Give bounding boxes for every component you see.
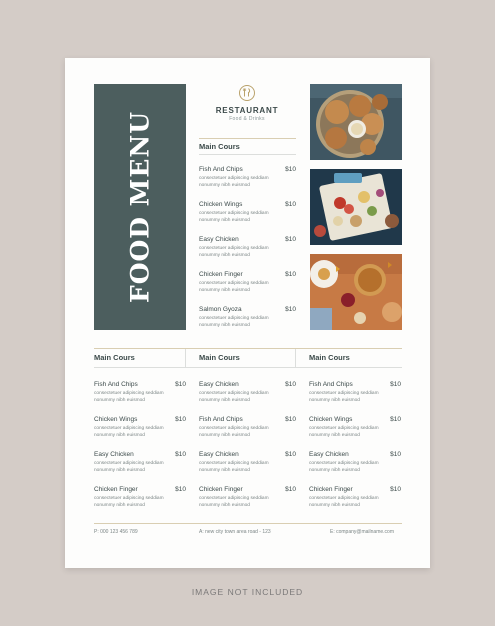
item-description: consectetuer adipiscing seddiam nonummy nibh euismod [309, 426, 379, 438]
menu-item [94, 486, 186, 510]
item-name: Fish And Chips [199, 416, 243, 423]
item-name: Fish And Chips [199, 166, 243, 173]
item-price: $10 [285, 486, 296, 493]
item-price: $10 [285, 381, 296, 388]
menu-item [199, 416, 296, 440]
footer-divider [94, 523, 402, 524]
item-name: Chicken Finger [94, 486, 138, 493]
item-name: Chicken Finger [309, 486, 353, 493]
item-price: $10 [285, 201, 296, 208]
column-divider [185, 349, 186, 367]
brand-name: RESTAURANT [215, 106, 279, 115]
item-name: Fish And Chips [94, 381, 138, 388]
divider [199, 138, 296, 139]
divider [94, 348, 402, 349]
menu-item [309, 486, 401, 510]
menu-item [94, 381, 186, 405]
item-price: $10 [175, 381, 186, 388]
item-description: consectetuer adipiscing seddiam nonummy nibh euismod [309, 496, 379, 508]
side-title-band [94, 84, 186, 330]
item-name: Chicken Wings [199, 201, 243, 208]
item-price: $10 [390, 381, 401, 388]
item-price: $10 [285, 451, 296, 458]
menu-item [199, 236, 296, 260]
section-title: Main Cours [94, 353, 135, 362]
footer-address: A: new city town area road - 123 [199, 529, 271, 535]
item-price: $10 [285, 271, 296, 278]
item-description: consectetuer adipiscing seddiam nonummy nibh euismod [199, 461, 269, 473]
food-photo-pie [310, 254, 402, 330]
item-name: Chicken Wings [94, 416, 138, 423]
item-price: $10 [390, 451, 401, 458]
image-not-included-caption: IMAGE NOT INCLUDED [191, 587, 304, 597]
item-price: $10 [390, 416, 401, 423]
item-price: $10 [175, 416, 186, 423]
item-price: $10 [175, 451, 186, 458]
item-description: consectetuer adipiscing seddiam nonummy nibh euismod [199, 391, 269, 403]
section-title: Main Cours [199, 142, 240, 151]
section-title: Main Cours [309, 353, 350, 362]
item-price: $10 [390, 486, 401, 493]
food-photo-cookies [310, 84, 402, 160]
item-description: consectetuer adipiscing seddiam nonummy nibh euismod [94, 496, 164, 508]
food-photo-platter [310, 169, 402, 245]
item-name: Easy Chicken [94, 451, 134, 458]
menu-item [199, 451, 296, 475]
menu-item [199, 271, 296, 295]
item-price: $10 [285, 166, 296, 173]
item-description: consectetuer adipiscing seddiam nonummy nibh euismod [309, 461, 379, 473]
menu-item [199, 486, 296, 510]
menu-sheet [65, 58, 430, 568]
menu-item [199, 381, 296, 405]
item-name: Salmon Gyoza [199, 306, 242, 313]
section-title: Main Cours [199, 353, 240, 362]
item-name: Easy Chicken [199, 451, 239, 458]
fork-knife-logo-icon [239, 85, 255, 101]
item-description: consectetuer adipiscing seddiam nonummy nibh euismod [199, 211, 269, 223]
item-description: consectetuer adipiscing seddiam nonummy nibh euismod [199, 496, 269, 508]
footer-email: E: company@mailname.com [330, 529, 394, 535]
menu-item [309, 381, 401, 405]
item-name: Fish And Chips [309, 381, 353, 388]
divider [199, 154, 296, 155]
item-name: Easy Chicken [199, 236, 239, 243]
item-price: $10 [175, 486, 186, 493]
item-description: consectetuer adipiscing seddiam nonummy nibh euismod [309, 391, 379, 403]
item-description: consectetuer adipiscing seddiam nonummy nibh euismod [94, 461, 164, 473]
footer-phone: P: 000 123 456 789 [94, 529, 138, 535]
item-description: consectetuer adipiscing seddiam nonummy nibh euismod [94, 426, 164, 438]
menu-item [309, 416, 401, 440]
item-price: $10 [285, 236, 296, 243]
item-description: consectetuer adipiscing seddiam nonummy nibh euismod [199, 426, 269, 438]
item-price: $10 [285, 416, 296, 423]
item-name: Easy Chicken [309, 451, 349, 458]
item-price: $10 [285, 306, 296, 313]
item-description: consectetuer adipiscing seddiam nonummy nibh euismod [199, 176, 269, 188]
divider [94, 367, 402, 368]
side-title: FOOD MENU [125, 110, 155, 304]
item-name: Easy Chicken [199, 381, 239, 388]
menu-item [309, 451, 401, 475]
menu-item [199, 201, 296, 225]
item-description: consectetuer adipiscing seddiam nonummy nibh euismod [94, 391, 164, 403]
menu-item [199, 306, 296, 330]
menu-item [94, 451, 186, 475]
menu-item [94, 416, 186, 440]
menu-item [199, 166, 296, 190]
item-description: consectetuer adipiscing seddiam nonummy nibh euismod [199, 281, 269, 293]
item-name: Chicken Wings [309, 416, 353, 423]
item-name: Chicken Finger [199, 271, 243, 278]
brand-tagline: Food & Drinks [229, 116, 265, 122]
item-description: consectetuer adipiscing seddiam nonummy nibh euismod [199, 246, 269, 258]
item-description: consectetuer adipiscing seddiam nonummy nibh euismod [199, 316, 269, 328]
column-divider [295, 349, 296, 367]
item-name: Chicken Finger [199, 486, 243, 493]
